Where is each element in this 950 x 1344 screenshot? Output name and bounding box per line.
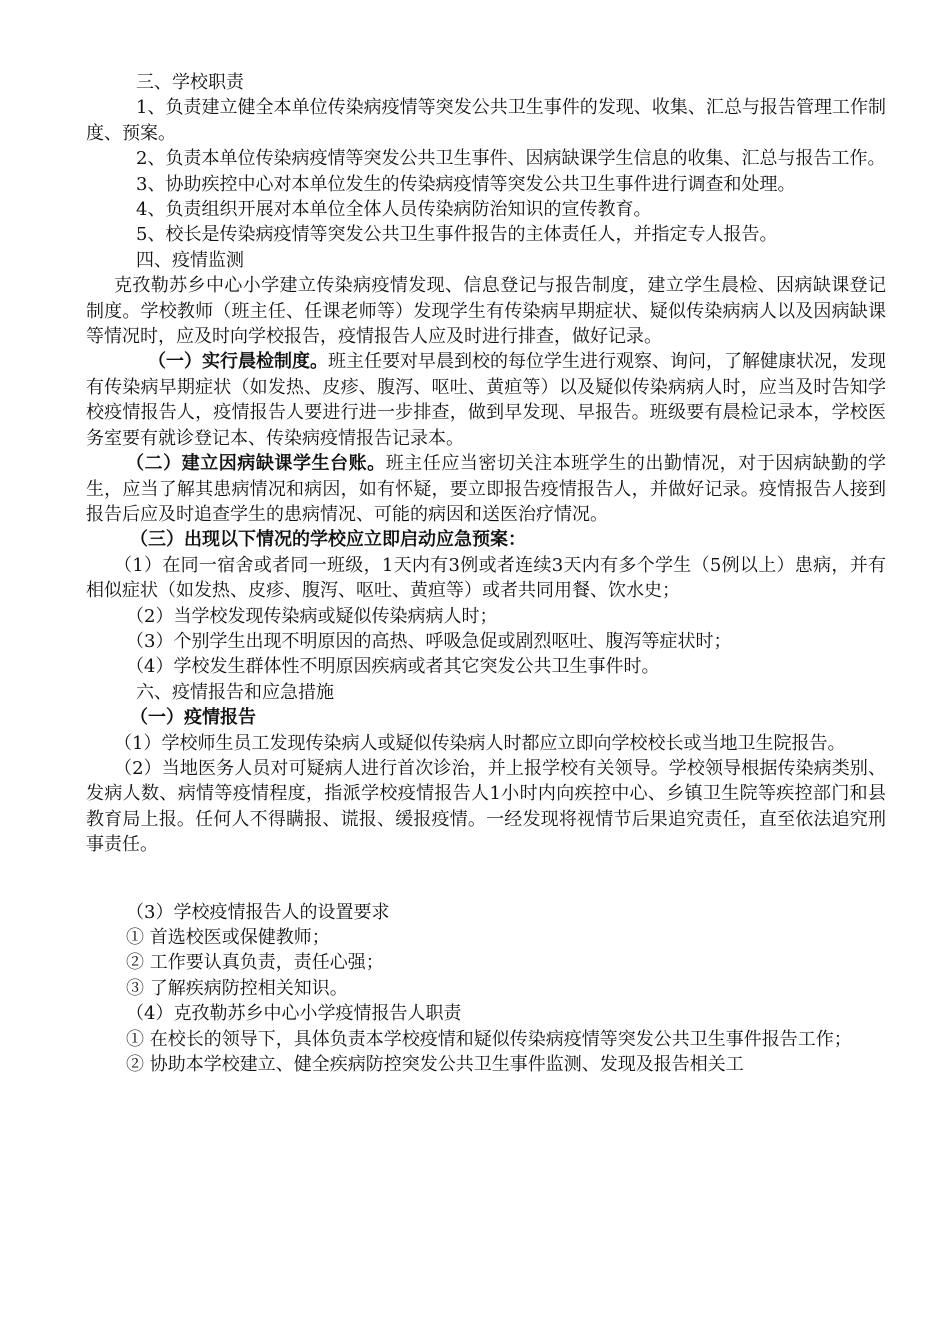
duty-item: 2、负责本单位传染病疫情等突发公共卫生事件、因病缺课学生信息的收集、汇总与报告工作。 xyxy=(136,148,886,170)
duty-item: ① 在校长的领导下，具体负责本学校疫情和疑似传染病疫情等突发公共卫生事件报告工作； xyxy=(126,1028,852,1050)
condition-item: （4）学校发生群体性不明原因疾病或者其它突发公共卫生事件时。 xyxy=(126,656,660,678)
reporter-duties-title: （4）克孜勒苏乡中心小学疫情报告人职责 xyxy=(126,1003,462,1025)
report-item: （2）当地医务人员对可疑病人进行首次诊治，并上报学校有关领导。学校领导根据传染病类别、发病人数、病情等疫情程度，指派学校疫情报告人1小时内向疾控中心、乡镇卫生院等疾控部门和县教育局上报。任何人不得瞒报、谎报、缓报疫情。一经发现将视情节后果追究责任，直至依法追究刑事责任。 xyxy=(86,757,886,856)
duty-item: ② 协助本学校建立、健全疾病防控突发公共卫生事件监测、发现及报告相关工 xyxy=(126,1054,744,1076)
duty-item: 4、负责组织开展对本单位全体人员传染病防治知识的宣传教育。 xyxy=(136,199,652,221)
duty-item: 3、协助疾控中心对本单位发生的传染病疫情等突发公共卫生事件进行调查和处理。 xyxy=(136,173,796,195)
monitoring-intro: 克孜勒苏乡中心小学建立传染病疫情发现、信息登记与报告制度，建立学生晨检、因病缺课登记制度。学校教师（班主任、任课老师等）发现学生有传染病早期症状、疑似传染病病人以及因病缺课等情况时，应及时向学校报告，疫情报告人应及时进行排查，做好记录。 xyxy=(86,275,886,348)
morning-check-body: 班主任要对早晨到校的每位学生进行观察、询问，了解健康状况，发现有传染病早期症状（如发热、皮疹、腹泻、呕吐、黄疸等）以及疑似传染病病人时，应当及时告知学校疫情报告人，疫情报告人要进行进一步排查，做到早发现、早报告。班级要有晨检记录本，学校医务室要有就诊登记本、传染病疫情报告记录本。 xyxy=(86,351,886,449)
requirement-item: ① 首选校医或保健教师； xyxy=(126,927,330,948)
duty-item: 5、校长是传染病疫情等突发公共卫生事件报告的主体责任人，并指定专人报告。 xyxy=(136,224,778,246)
condition-item: （2）当学校发现传染病或疑似传染病病人时； xyxy=(126,605,498,627)
emergency-trigger-title: （三）出现以下情况的学校应立即启动应急预案： xyxy=(130,529,526,551)
morning-check-title: （一）实行晨检制度。 xyxy=(148,351,328,373)
requirement-item: ② 工作要认真负责，责任心强； xyxy=(126,952,384,974)
absence-ledger-body: 班主任应当密切关注本班学生的出勤情况，对于因病缺勤的学生，应当了解其患病情况和病因，如有怀疑，要立即报告疫情报告人，并做好记录。疫情报告人接到报告后应及时追查学生的患病情况、可能的病因和送医治疗情况。 xyxy=(86,453,887,525)
duty-item: 1、负责建立健全本单位传染病疫情等突发公共卫生事件的发现、收集、汇总与报告管理工作制度、预案。 xyxy=(86,97,886,144)
condition-item: （3）个别学生出现不明原因的高热、呼吸急促或剧烈呕吐、腹泻等症状时； xyxy=(126,630,732,652)
requirement-item: ③ 了解疾病防控相关知识。 xyxy=(126,977,348,999)
epidemic-report-title: （一）疫情报告 xyxy=(130,707,256,729)
section-6-heading: 六、疫情报告和应急措施 xyxy=(136,681,334,703)
section-3-heading: 三、学校职责 xyxy=(136,72,244,93)
reporter-requirements-title: （3）学校疫情报告人的设置要求 xyxy=(126,901,390,923)
spacer xyxy=(86,858,886,900)
section-4-heading: 四、疫情监测 xyxy=(136,249,244,271)
condition-item: （1）在同一宿舍或者同一班级，1天内有3例或者连续3天内有多个学生（5例以上）患病，并有相似症状（如发热、皮疹、腹泻、呕吐、黄疸等）或者共同用餐、饮水史； xyxy=(86,554,886,602)
report-item: （1）学校师生员工发现传染病人或疑似传染病人时都应立即向学校校长或当地卫生院报告。 xyxy=(114,732,846,754)
document-page xyxy=(86,70,886,1077)
absence-ledger-paragraph xyxy=(86,451,886,527)
morning-check-paragraph xyxy=(86,349,886,451)
absence-ledger-title: （二）建立因病缺课学生台账。 xyxy=(126,453,386,475)
